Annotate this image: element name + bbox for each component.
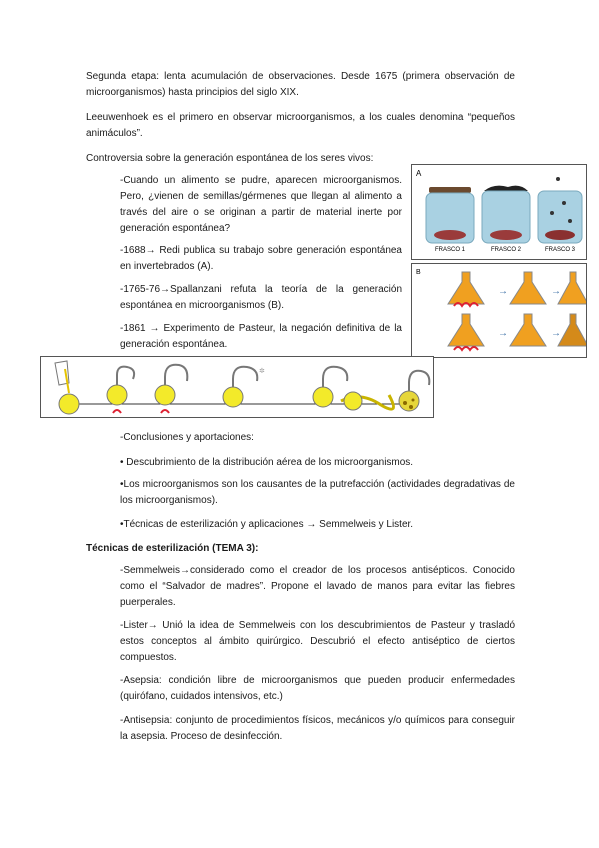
flask-row1-3 <box>558 272 586 304</box>
flask-row1-1 <box>448 272 484 304</box>
flask-row2-3 <box>558 314 586 346</box>
arrow-icon: → <box>551 328 561 339</box>
intro-paragraph-2: Leeuwenhoek es el primero en observar microorganismos, a los cuales denomina “pequeños animáculos”. <box>86 112 515 139</box>
fly-icon <box>556 177 560 181</box>
air-particles-icon: ✲ <box>259 368 265 375</box>
pasteur-experiment-figure <box>40 356 434 418</box>
jar-1-lid <box>429 187 471 193</box>
pasteur-flasks-illustration <box>41 357 433 417</box>
conclusions-heading: -Conclusiones y aportaciones: <box>120 432 254 443</box>
asepsia-paragraph: -Asepsia: condición libre de microorganismos que pueden producir enfermedades (quirófano, cuidados intensivos, etc.) <box>120 675 515 702</box>
jar-1-meat <box>434 230 466 240</box>
controversy-item-2: -1688→ Redi publica su trabajo sobre generación espontánea en invertebrados (A). <box>120 245 402 272</box>
flask-row2-1 <box>448 314 484 346</box>
spallanzani-flasks-illustration <box>412 264 586 357</box>
figure-letter-b: B <box>416 269 421 276</box>
arrow-icon: → <box>551 286 561 297</box>
flask-7-contaminated <box>399 391 419 411</box>
flask-3 <box>155 385 175 405</box>
redi-jars-illustration <box>412 165 586 259</box>
jar-3-meat <box>545 230 575 240</box>
swan-neck <box>165 365 187 385</box>
jar-2-netting <box>484 186 528 191</box>
sterilization-heading: Técnicas de esterilización (TEMA 3): <box>86 543 259 554</box>
microbe-icon <box>412 399 415 402</box>
flask-6 <box>344 392 362 410</box>
swan-neck <box>117 367 134 385</box>
swan-neck <box>409 371 429 391</box>
fly-icon <box>568 219 572 223</box>
jar-label-1: FRASCO 1 <box>434 247 466 253</box>
flask-1 <box>59 394 79 414</box>
conclusion-bullet-3: •Técnicas de esterilización y aplicaciones → Semmelweis y Lister. <box>120 519 414 530</box>
arrow-icon: → <box>498 286 508 297</box>
semmelweis-paragraph: -Semmelweis→considerado como el creador de los procesos antisépticos. Conocido como el “Salvador de madres”. Propone el lavado de manos para evitar las fiebres puerperales. <box>120 565 515 608</box>
flask-row1-2 <box>510 272 546 304</box>
flame-icon <box>161 410 169 413</box>
microbe-icon <box>403 401 407 405</box>
swan-neck <box>323 367 347 387</box>
spallanzani-experiment-figure <box>411 263 587 358</box>
intro-paragraph-1: Segunda etapa: lenta acumulación de observaciones. Desde 1675 (primera observación de microorganismos) hasta principios del siglo XIX. <box>86 71 515 98</box>
microbe-icon <box>409 405 413 409</box>
jar-2-meat <box>490 230 522 240</box>
figure-letter-a: A <box>416 169 422 178</box>
fly-icon <box>562 201 566 205</box>
flask-4 <box>223 387 243 407</box>
flame-icon <box>454 347 478 350</box>
controversy-item-1: -Cuando un alimento se pudre, aparecen microorganismos. Pero, ¿vienen de semillas/gérmenes que llegan al alimento a través del aire o se originan a partir de material inerte por generación espontánea? <box>120 175 402 234</box>
swan-neck <box>233 367 257 387</box>
flask-5 <box>313 387 333 407</box>
flask-row2-2 <box>510 314 546 346</box>
conclusion-bullet-2: •Los microorganismos son los causantes de la putrefacción (actividades degradativas de los microorganismos). <box>120 479 515 506</box>
antisepsia-paragraph: -Antisepsia: conjunto de procedimientos físicos, mecánicos y/o químicos para conseguir la asepsia. Proceso de desinfección. <box>120 715 515 742</box>
jar-label-2: FRASCO 2 <box>490 247 522 253</box>
fly-icon <box>550 211 554 215</box>
flask-2 <box>107 385 127 405</box>
intro-paragraph-3: Controversia sobre la generación espontánea de los seres vivos: <box>86 153 374 164</box>
flame-icon <box>113 410 121 413</box>
conclusion-bullet-1: • Descubrimiento de la distribución aérea de los microorganismos. <box>120 457 414 468</box>
lister-paragraph: -Lister→ Unió la idea de Semmelweis con los descubrimientos de Pasteur y trasladó estos conceptos al ámbito quirúrgico. Descubrió el efecto antiséptico de ciertos compuestos. <box>120 620 515 663</box>
redi-experiment-figure <box>411 164 587 260</box>
arrow-icon: → <box>498 328 508 339</box>
controversy-item-3: -1765-76→Spallanzani refuta la teoría de la generación espontánea en microorganismos (B). <box>120 284 402 311</box>
jar-label-3: FRASCO 3 <box>544 247 576 253</box>
controversy-item-4: -1861 → Experimento de Pasteur, la negación definitiva de la generación espontánea. <box>120 323 402 350</box>
